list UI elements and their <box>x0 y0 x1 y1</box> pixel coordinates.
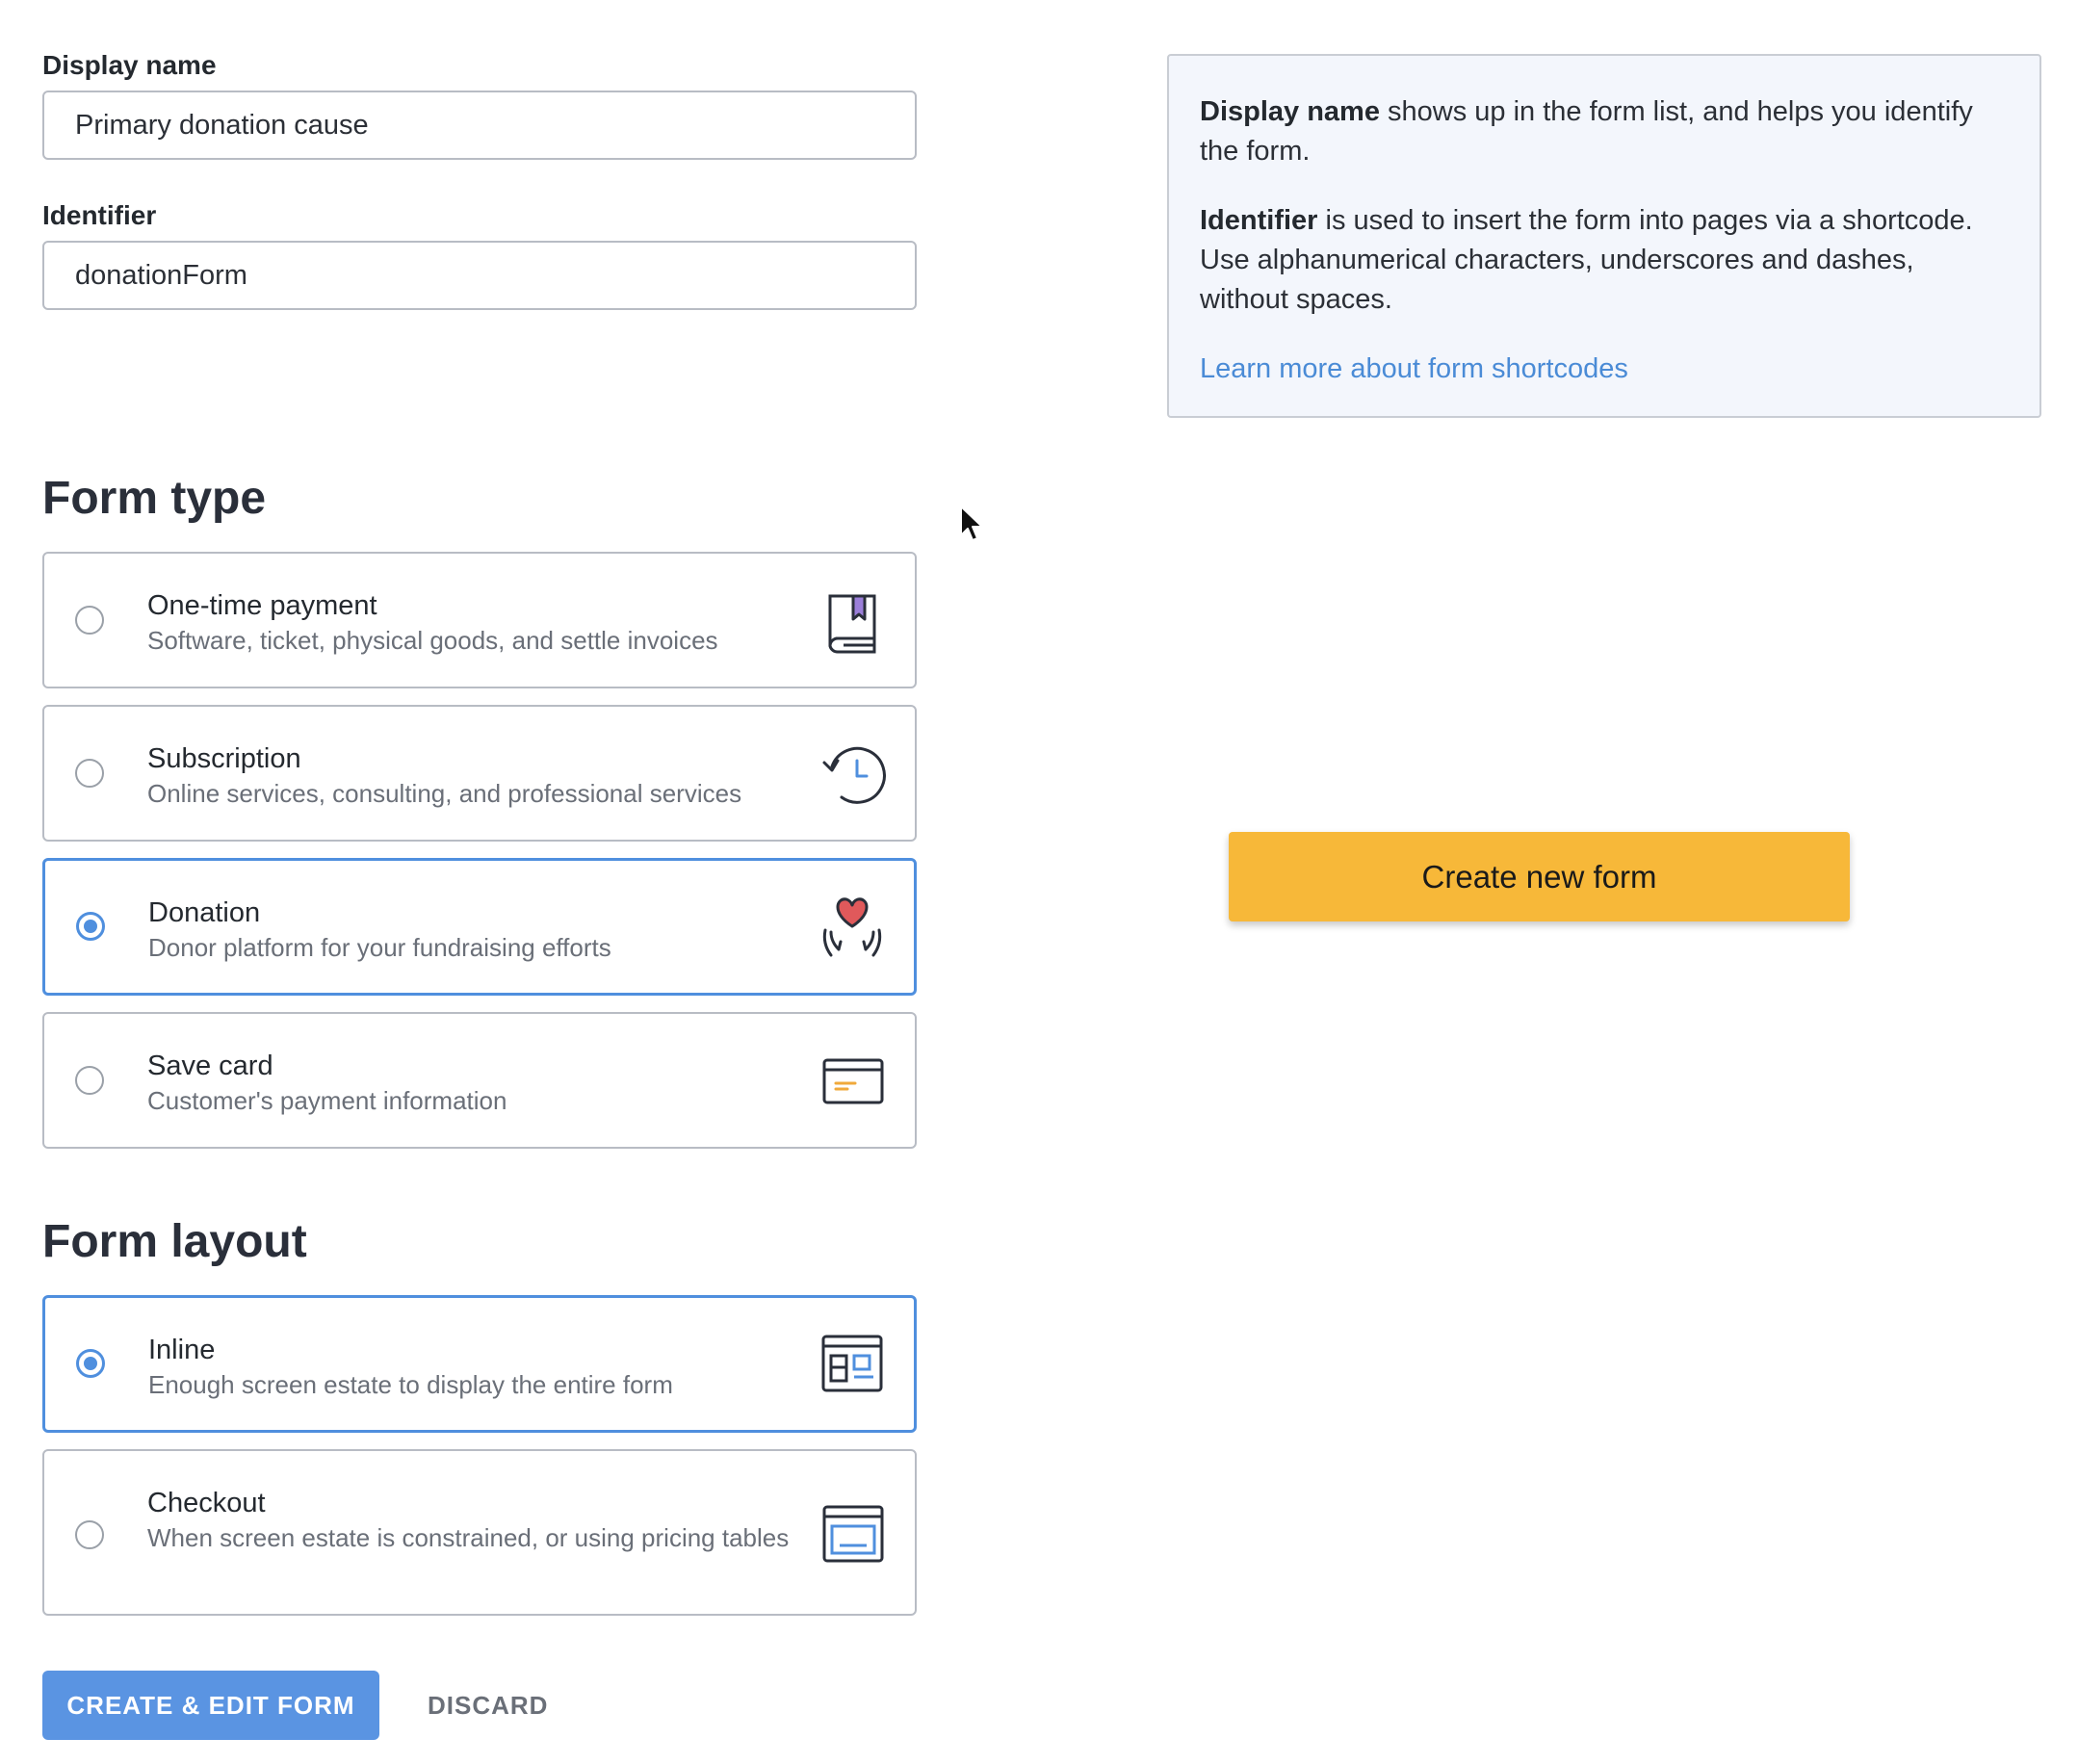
identifier-input[interactable] <box>42 241 917 310</box>
checkout-window-icon <box>820 1501 886 1567</box>
option-title: Save card <box>147 1051 273 1081</box>
identifier-help <box>1200 201 2009 320</box>
discard-button[interactable]: DISCARD <box>428 1690 549 1720</box>
display-name-help-text: shows up in the form list, and helps you identify the form. <box>1200 96 1973 167</box>
radio-save-card[interactable] <box>75 1066 104 1095</box>
identifier-help-strong: Identifier <box>1200 205 1318 236</box>
recurring-clock-icon <box>820 741 886 807</box>
radio-subscription[interactable] <box>75 759 104 788</box>
inline-layout-icon <box>819 1331 885 1396</box>
form-type-option-subscription[interactable] <box>42 705 917 842</box>
radio-one-time[interactable] <box>75 606 104 635</box>
create-edit-form-button[interactable]: CREATE & EDIT FORM <box>42 1671 379 1740</box>
form-layout-heading: Form layout <box>42 1216 307 1267</box>
form-type-heading: Form type <box>42 473 267 524</box>
radio-donation[interactable] <box>76 912 105 941</box>
option-description: When screen estate is constrained, or using pricing tables <box>147 1523 790 1552</box>
option-title: Subscription <box>147 743 301 774</box>
display-name-label: Display name <box>42 50 217 80</box>
option-description: Donor platform for your fundraising efforts <box>148 933 611 962</box>
form-type-option-save-card[interactable] <box>42 1012 917 1149</box>
form-layout-option-checkout[interactable] <box>42 1449 917 1616</box>
display-name-help <box>1200 92 2009 171</box>
option-title: Checkout <box>147 1488 266 1518</box>
identifier-label: Identifier <box>42 200 157 230</box>
identifier-help-text: is used to insert the form into pages via a shortcode. Use alphanumerical characters, underscores and dashes, without spaces. <box>1200 205 1973 315</box>
radio-checkout[interactable] <box>75 1520 104 1549</box>
credit-card-icon <box>820 1049 886 1114</box>
option-description: Software, ticket, physical goods, and settle invoices <box>147 626 718 655</box>
shortcodes-help-link[interactable]: Learn more about form shortcodes <box>1200 353 1628 384</box>
form-layout-option-inline[interactable] <box>42 1295 917 1433</box>
option-description: Customer's payment information <box>147 1086 507 1115</box>
option-title: One-time payment <box>147 590 377 621</box>
form-type-option-donation[interactable] <box>42 858 917 996</box>
option-title: Inline <box>148 1335 216 1365</box>
option-title: Donation <box>148 897 261 928</box>
mouse-pointer-icon <box>959 505 986 543</box>
form-settings-panel <box>42 50 917 310</box>
display-name-help-strong: Display name <box>1200 96 1380 127</box>
help-info-panel <box>1167 54 2041 418</box>
option-description: Online services, consulting, and professional services <box>147 779 742 808</box>
display-name-input[interactable] <box>42 91 917 160</box>
radio-inline[interactable] <box>76 1349 105 1378</box>
heart-hands-icon <box>819 894 885 959</box>
option-description: Enough screen estate to display the entire form <box>148 1370 673 1399</box>
book-icon <box>820 588 886 654</box>
form-type-option-one-time[interactable] <box>42 552 917 688</box>
create-new-form-button[interactable]: Create new form <box>1229 832 1850 921</box>
